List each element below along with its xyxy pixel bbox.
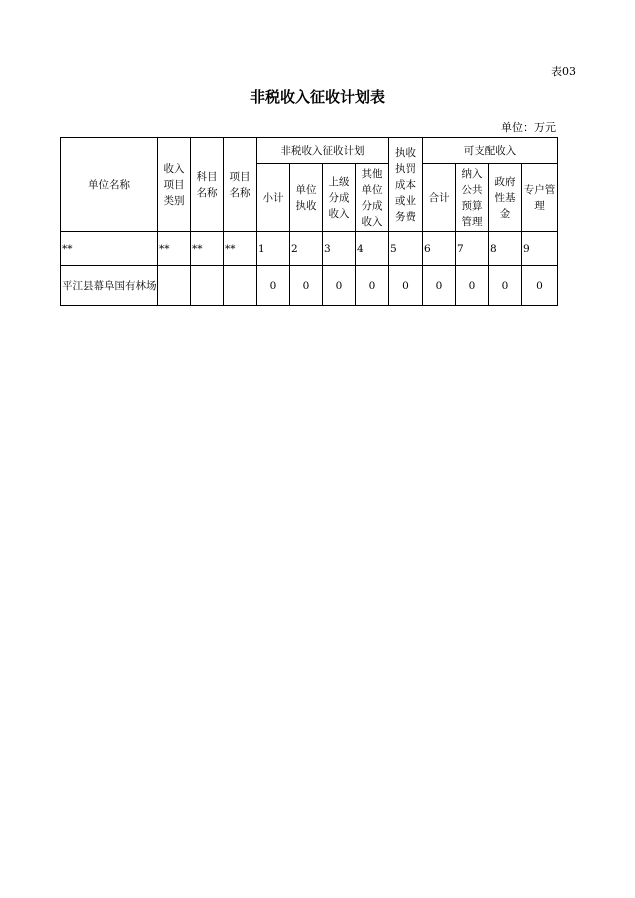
nontax-plan-table — [60, 137, 558, 306]
index-cell: 3 — [323, 232, 356, 266]
header-subtotal: 小计 — [257, 164, 290, 232]
index-cell: 1 — [257, 232, 290, 266]
index-cell: ** — [61, 232, 158, 266]
table-row — [61, 266, 558, 306]
index-row — [61, 232, 558, 266]
index-cell: 9 — [522, 232, 558, 266]
header-row-1 — [61, 138, 558, 164]
unit-enforcement-value: 0 — [290, 266, 323, 306]
upper-share-value: 0 — [323, 266, 356, 306]
index-cell: ** — [224, 232, 257, 266]
header-other-unit-share: 其他 单位 分成 收入 — [356, 164, 389, 232]
header-unit-name: 单位名称 — [61, 138, 158, 232]
header-unit-enforcement: 单位 执收 — [290, 164, 323, 232]
unit-name-cell: 平江县幕阜国有林场 — [61, 266, 158, 306]
header-special-account: 专户管 理 — [522, 164, 558, 232]
subject-name-cell — [191, 266, 224, 306]
page-title: 非税收入征收计划表 — [249, 88, 385, 106]
header-subject-name: 科目 名称 — [191, 138, 224, 232]
gov-fund-value: 0 — [489, 266, 522, 306]
table-number: 表03 — [551, 65, 576, 78]
index-cell: 5 — [389, 232, 423, 266]
header-total: 合计 — [423, 164, 456, 232]
header-income-type: 收入 项目 类别 — [158, 138, 191, 232]
header-penalty-cost: 执收 执罚 成本 或业 务费 — [389, 138, 423, 232]
header-item-name: 项目 名称 — [224, 138, 257, 232]
public-budget-value: 0 — [456, 266, 489, 306]
total-value: 0 — [423, 266, 456, 306]
subtotal-value: 0 — [257, 266, 290, 306]
index-cell: 6 — [423, 232, 456, 266]
header-upper-share: 上级 分成 收入 — [323, 164, 356, 232]
unit-label: 单位：万元 — [501, 121, 556, 134]
index-cell: 4 — [356, 232, 389, 266]
header-public-budget: 纳入 公共 预算 管理 — [456, 164, 489, 232]
income-type-cell — [158, 266, 191, 306]
header-nontax-group: 非税收入征收计划 — [257, 138, 389, 164]
index-cell: 8 — [489, 232, 522, 266]
header-gov-fund: 政府 性基 金 — [489, 164, 522, 232]
index-cell: 7 — [456, 232, 489, 266]
index-cell: ** — [158, 232, 191, 266]
index-cell: 2 — [290, 232, 323, 266]
index-cell: ** — [191, 232, 224, 266]
header-disposable-group: 可支配收入 — [423, 138, 558, 164]
item-name-cell — [224, 266, 257, 306]
special-account-value: 0 — [522, 266, 558, 306]
penalty-cost-value: 0 — [389, 266, 423, 306]
other-unit-share-value: 0 — [356, 266, 389, 306]
